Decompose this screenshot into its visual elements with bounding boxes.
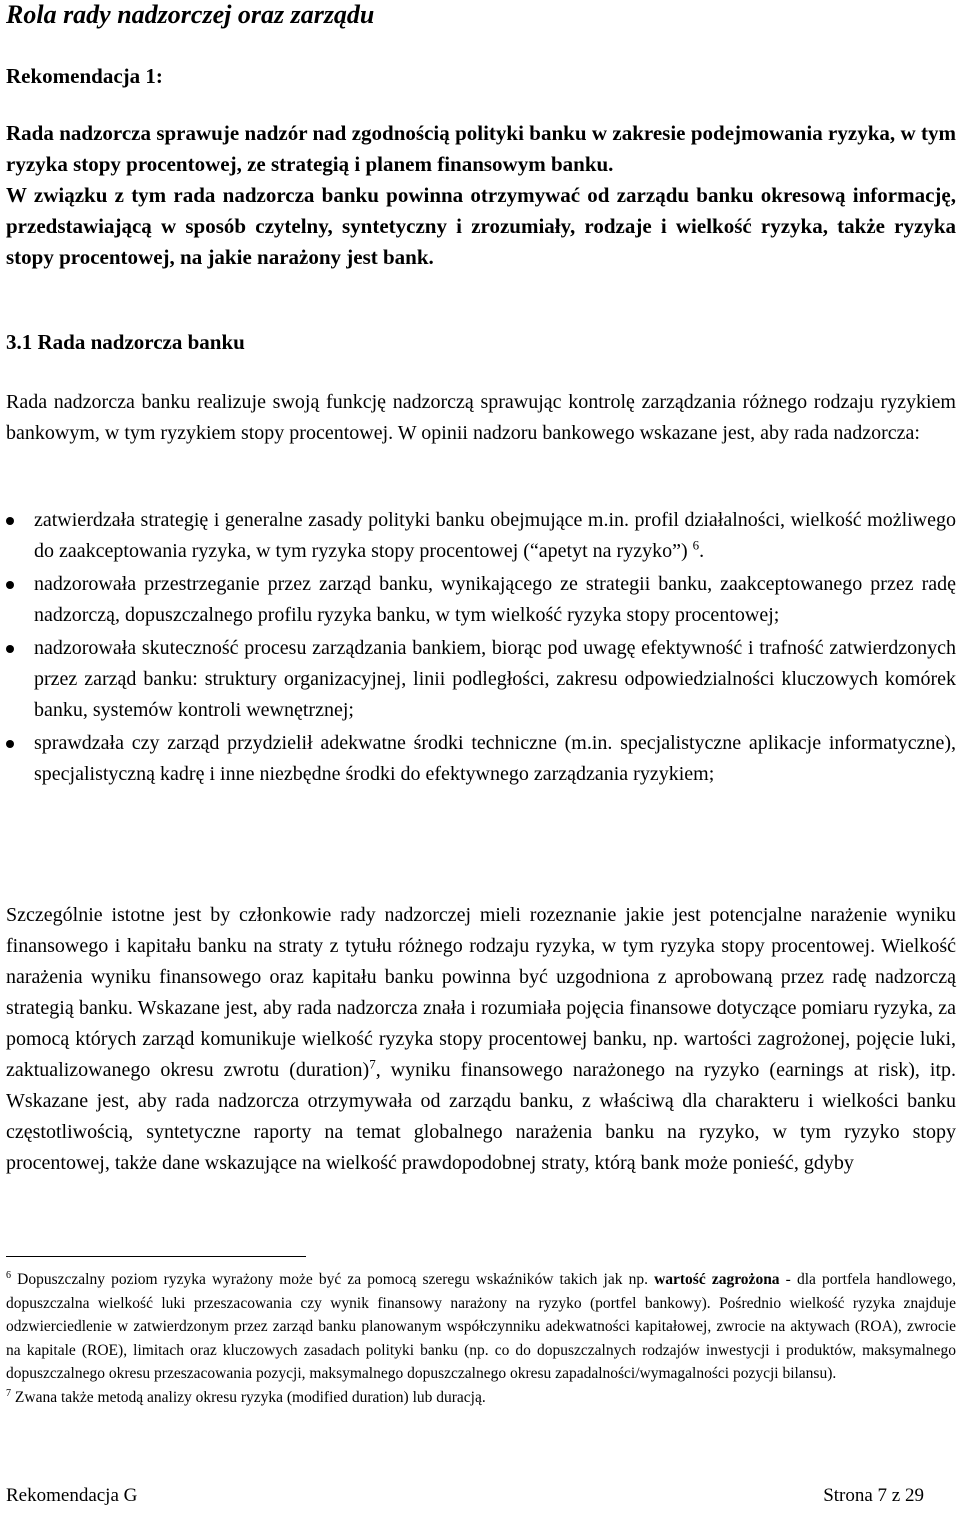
section-title: 3.1 Rada nadzorcza banku [6,330,245,354]
page-title: Rola rady nadzorczej oraz zarządu [6,0,375,29]
bullet-icon [6,517,14,525]
list-item [6,728,956,790]
recommendation-paragraph-1: Rada nadzorcza sprawuje nadzór nad zgodnością polityki banku w zakresie podejmowania ryzyka, w tym ryzyka stopy procentowej, ze strategią i planem finansowym banku. [6,121,956,176]
footnotes [6,1268,956,1409]
bullet-icon [6,581,14,589]
footer-document-name: Rekomendacja G [6,1485,138,1506]
footnote-ref-7[interactable]: 7 [369,1056,376,1072]
footnote-7-text: Zwana także metodą analizy okresu ryzyka (modified duration) lub duracją. [11,1388,486,1406]
footnote-6-text-a: Dopuszczalny poziom ryzyka wyrażony może być za pomocą szeregu wskaźników takich jak np. [11,1271,655,1288]
list-item [6,569,956,631]
recommendation-label: Rekomendacja 1: [6,64,163,88]
footnote-ref-6[interactable]: 6 [692,537,700,553]
footnote-6-number: 6 [6,1269,12,1281]
footer-page-number: Strona 7 z 29 [823,1485,924,1506]
body-paragraph-part-a: Szczególnie istotne jest by członkowie rady nadzorczej mieli rozeznanie jakie jest potencjalne narażenie wyniku finansowego i kapitału banku na straty z tytułu różnego rodzaju ryzyka, w tym ryzyka stopy procentowej. Wielkość narażenia wyniku finansowego oraz kapitału banku powinna być uzgodniona z aprobowaną przez radę nadzorczą strategią banku. Wskazane jest, aby rada nadzorcza znała i rozumiała pojęcia finansowe dotyczące pomiaru ryzyka, za pomocą których zarząd komunikuje wielkość ryzyka stopy procentowej banku, np. wartości zagrożonej, pojęcie luki, zaktualizowanego okresu zwrotu (duration) [6,904,956,1081]
footnote-divider [6,1256,306,1257]
footnote-7-number: 7 [6,1387,12,1399]
section-intro: Rada nadzorcza banku realizuje swoją funkcję nadzorczą sprawując kontrolę zarządzania różnego rodzaju ryzykiem bankowym, w tym ryzykiem stopy procentowej. W opinii nadzoru bankowego wskazane jest, aby rada nadzorcza: [6,391,956,444]
recommendation-box [6,118,956,273]
bullet-icon [6,740,14,748]
body-paragraph-part-b: , wyniku finansowego narażonego na ryzyko (earnings at risk), itp. Wskazane jest, aby rada nadzorcza otrzymywała od zarządu banku, z właściwą dla charakteru i wielkości banku częstotliwością, syntetyczne raporty na temat globalnego narażenia banku na ryzyko, w tym ryzyko stopy procentowej, także dane wskazujące na wielkość prawdopodobnej straty, którą bank może ponieść, gdyby [6,1059,957,1174]
footnote-6-text-b: - dla portfela handlowego, dopuszczalna wielkość luki przeszacowania czy wynik finansowy narażony na ryzyko (portfel bankowy). Pośrednio wielkość ryzyka znajduje odzwierciedlenie w zatwierdzonym przez zarząd banku planowanym współczynniku adekwatności kapitałowej, zwrocie na aktywach (ROA), zwrocie na kapitale (ROE), limitach oraz kluczowych zasadach polityki banku (np. co do dopuszczalnych rodzajów inwestycji i produktów, maksymalnego dopuszczalnego okresu przeszacowania pozycji, maksymalnego dopuszczalnego okresu zapadalności/wymagalności pozycji bilansu). [6,1271,956,1382]
body-paragraph [6,900,956,1179]
footnote-7 [6,1386,956,1410]
bullet-icon [6,645,14,653]
list-item [6,505,956,567]
list-item-text: nadzorowała skuteczność procesu zarządzania bankiem, biorąc pod uwagę efektywność i trafność zatwierdzonych przez zarząd banku: struktury organizacyjnej, linii podległości, zakresu odpowiedzialności kluczowych komórek banku, systemów kontroli wewnętrznej; [34,637,956,721]
list-item-text: nadzorowała przestrzeganie przez zarząd banku, wynikającego ze strategii banku, zaakceptowanego przez radę nadzorczą, dopuszczalnego profilu ryzyka banku, w tym wielkość ryzyka stopy procentowej; [34,573,956,626]
list-item [6,633,956,726]
list-item-text: zatwierdzała strategię i generalne zasady polityki banku obejmujące m.in. profil działalności, wielkość możliwego do zaakceptowania ryzyka, w tym ryzyka stopy procentowej (“apetyt na ryzyko”) [34,509,956,562]
list-item-tail: . [699,540,705,562]
bullet-list [6,505,956,792]
footnote-6-bold: wartość zagrożona [654,1271,780,1288]
list-item-text: sprawdzała czy zarząd przydzielił adekwatne środki techniczne (m.in. specjalistyczne aplikacje informatyczne), specjalistyczną kadrę i inne niezbędne środki do efektywnego zarządzania ryzykiem; [34,732,956,785]
footnote-6 [6,1268,956,1386]
recommendation-paragraph-2: W związku z tym rada nadzorcza banku powinna otrzymywać od zarządu banku okresową informację, przedstawiającą w sposób czytelny, syntetyczny i zrozumiały, rodzaje i wielkość ryzyka, także ryzyka stopy procentowej, na jakie narażony jest bank. [6,183,956,269]
page-footer [6,1484,924,1508]
